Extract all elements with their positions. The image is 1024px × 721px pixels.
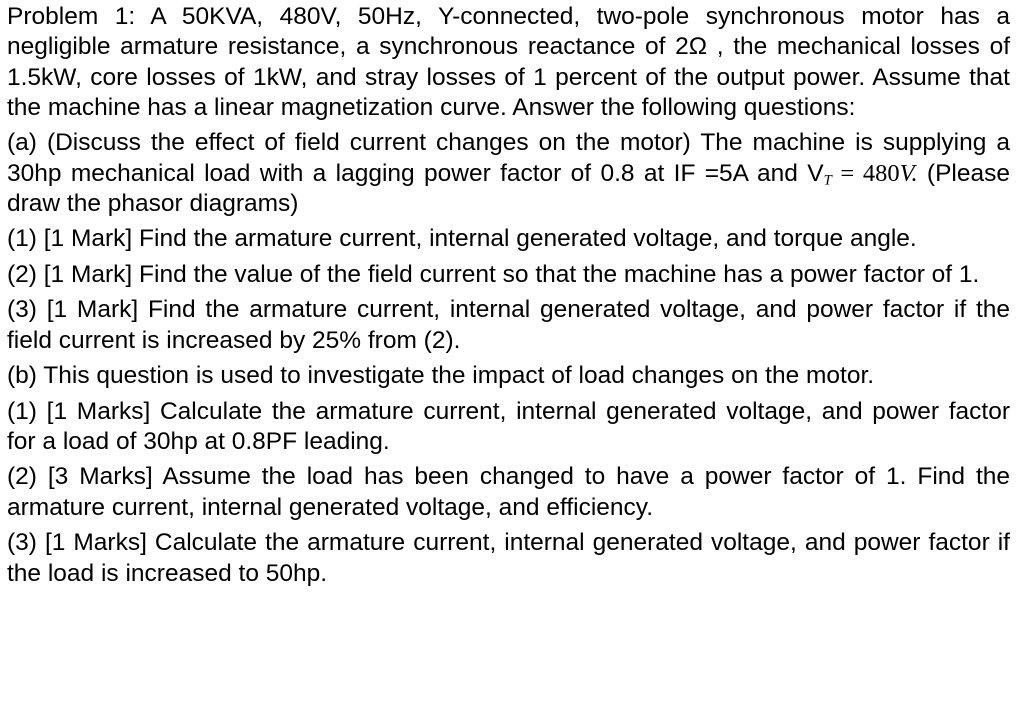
part-a-text: (a) (Discuss the effect of field current changes on the motor) The machine is supplying a 30hp mechanical load with a lagging power factor of 0.8 at IF =5A and V	[7, 129, 1010, 187]
equals-sign: =	[831, 159, 863, 187]
voltage-unit: V.	[899, 159, 918, 187]
voltage-value: 480	[862, 159, 900, 187]
part-b-question-3: (3) [1 Marks] Calculate the armature current, internal generated voltage, and power factor if the load is increased to 50hp.	[7, 529, 1010, 587]
part-b-question-2: (2) [3 Marks] Assume the load has been changed to have a power factor of 1. Find the armature current, internal generated voltage, and efficiency.	[7, 463, 1010, 521]
part-a-instruction: (Please draw the phasor diagrams)	[7, 159, 1010, 217]
part-b-question-1: (1) [1 Marks] Calculate the armature current, internal generated voltage, and power factor for a load of 30hp at 0.8PF leading.	[7, 397, 1010, 455]
problem-intro: Problem 1: A 50KVA, 480V, 50Hz, Y-connected, two-pole synchronous motor has a negligible armature resistance, a synchronous reactance of 2Ω , the mechanical losses of 1.5kW, core losses of 1kW, and stray losses of 1 percent of the output power. Assume that the machine has a linear magnetization curve. Answer the following questions:	[7, 3, 1010, 121]
part-a-question-2: (2) [1 Mark] Find the value of the field current so that the machine has a power factor of 1.	[7, 260, 980, 288]
voltage-subscript: T	[823, 172, 832, 189]
part-b-statement: (b) This question is used to investigate the impact of load changes on the motor.	[7, 362, 875, 390]
part-a-question-3: (3) [1 Mark] Find the armature current, internal generated voltage, and power factor if the field current is increased by 25% from (2).	[7, 296, 1010, 354]
part-a-question-1: (1) [1 Mark] Find the armature current, internal generated voltage, and torque angle.	[7, 225, 917, 253]
part-a-statement	[7, 128, 1010, 219]
